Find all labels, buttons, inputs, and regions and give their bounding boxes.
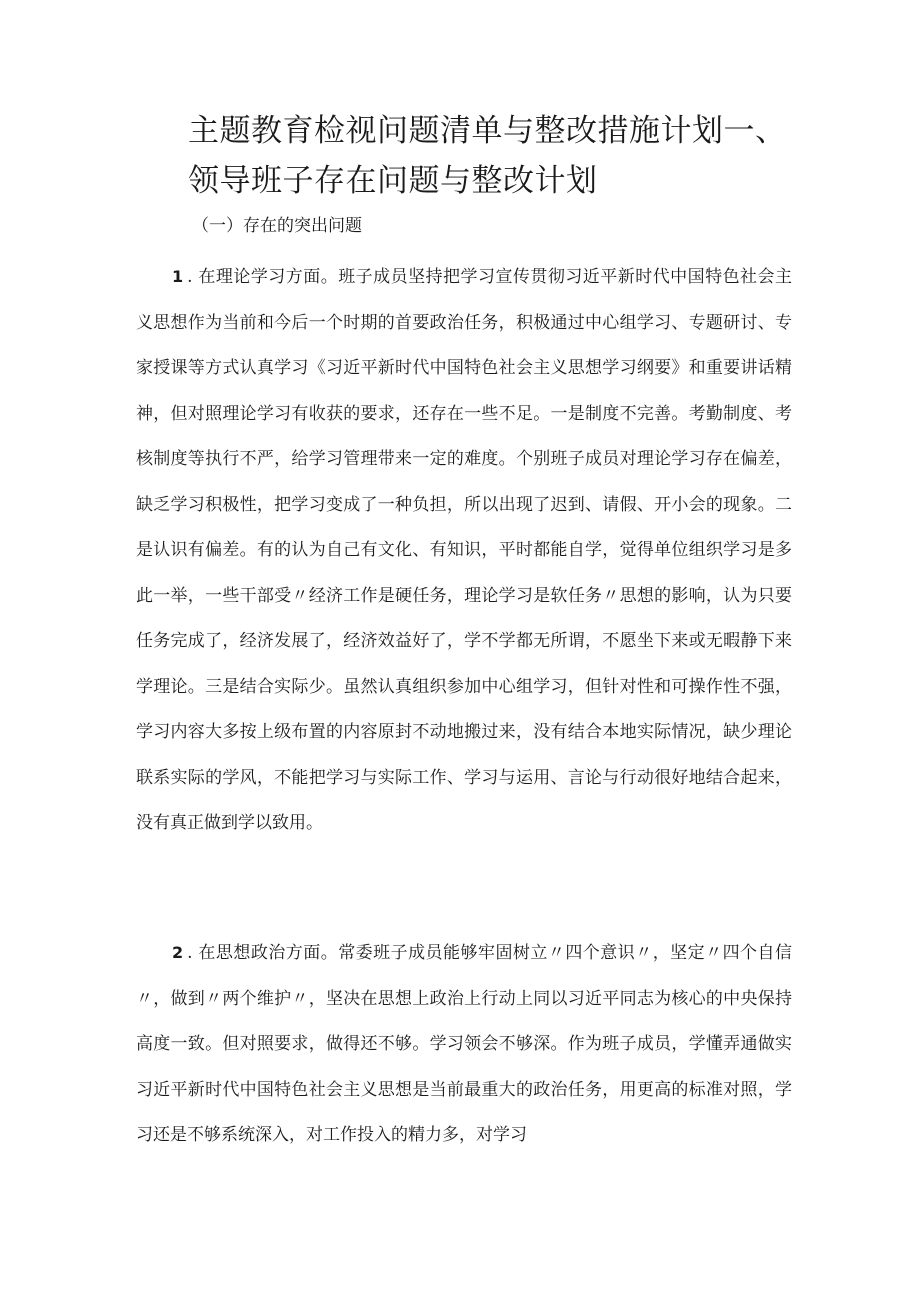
document-title: 主题教育检视问题清单与整改措施计划一、领导班子存在问题与整改计划: [188, 113, 787, 199]
item-number: 1: [172, 267, 184, 286]
paragraph-text: . 在思想政治方面。常委班子成员能够牢固树立〃四个意识〃，坚定〃四个自信〃，做到〃两个维护〃，坚决在思想上政治上行动上同以习近平同志为核心的中央保持高度一致。但对照要求，做得还不够。学习领会不够深。作为班子成员，学懂弄通做实习近平新时代中国特色社会主义思想是当前最重大的政治任务，用更高的标准对照，学习还是不够系统深入，对工作投入的精力多，对学习: [136, 943, 792, 1145]
paragraph-text: . 在理论学习方面。班子成员坚持把学习宣传贯彻习近平新时代中国特色社会主义思想作为当前和今后一个时期的首要政治任务，积极通过中心组学习、专题研讨、专家授课等方式认真学习《习近平新时代中国特色社会主义思想学习纲要》和重要讲话精神，但对照理论学习有收获的要求，还存在一些不足。一是制度不完善。考勤制度、考核制度等执行不严，给学习管理带来一定的难度。个别班子成员对理论学习存在偏差，缺乏学习积极性，把学习变成了一种负担，所以出现了迟到、请假、开小会的现象。二是认识有偏差。有的认为自己有文化、有知识，平时都能自学，觉得单位组织学习是多此一举，一些干部受〃经济工作是硬任务，理论学习是软任务〃思想的影响，认为只要任务完成了，经济发展了，经济效益好了，学不学都无所谓，不愿坐下来或无暇静下来学理论。三是结合实际少。虽然认真组织参加中心组学习，但针对性和可操作性不强，学习内容大多按上级布置的内容原封不动地搬过来，没有结合本地实际情况，缺少理论联系实际的学风，不能把学习与实际工作、学习与运用、言论与行动很好地结合起来，没有真正做到学以致用。: [136, 267, 792, 833]
paragraph-item-1: [136, 254, 792, 847]
paragraph-item-2: [136, 930, 792, 1159]
item-number: 2: [172, 943, 184, 962]
section-heading: （一）存在的突出问题: [192, 216, 362, 236]
